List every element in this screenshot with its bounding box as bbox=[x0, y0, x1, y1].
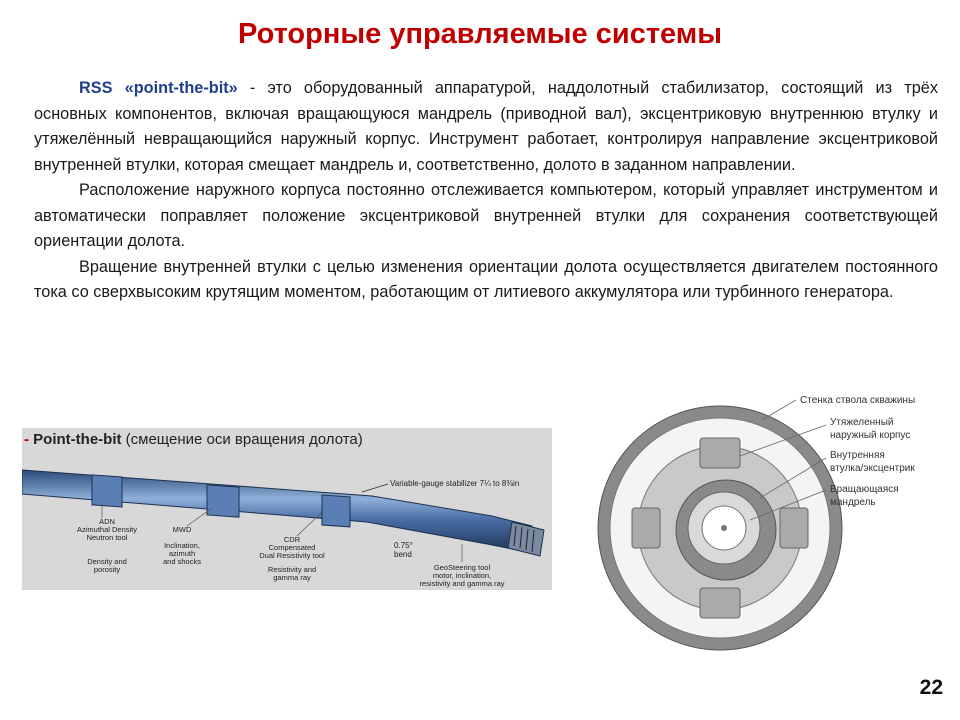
slide-title: Роторные управляемые системы bbox=[237, 18, 722, 50]
caption-dash: - bbox=[24, 431, 29, 448]
svg-text:Neutron tool: Neutron tool bbox=[86, 533, 128, 542]
svg-text:Inclination,: Inclination, bbox=[164, 541, 200, 550]
drill-bit bbox=[508, 522, 544, 556]
label-mandrel-1: Вращающаяся bbox=[830, 484, 899, 495]
caption-bold: Point-the-bit bbox=[33, 431, 122, 448]
label-mandrel-2: мандрель bbox=[830, 497, 876, 508]
svg-text:azimuth: azimuth bbox=[168, 549, 196, 558]
tool-joint-3 bbox=[322, 495, 350, 527]
label-housing-2: наружный корпус bbox=[830, 430, 911, 441]
housing-pad-right bbox=[780, 508, 808, 548]
svg-text:resistivity and gamma ray: resistivity and gamma ray bbox=[419, 579, 505, 588]
paragraph-3: Вращение внутренней втулки с целью изменения ориентации долота осуществляется двигателем постоянного тока со сверхвысоким крутящим моментом, работающим от литиевого аккумулятора или турбинного генератора. bbox=[34, 257, 938, 301]
bend-label-1: 0.75° bbox=[394, 541, 413, 550]
geosteering-label bbox=[419, 563, 504, 588]
paragraph-2: Расположение наружного корпуса постоянно отслеживается компьютером, который управляет инструментом и автоматически поправляет положение эксцентриковой внутренней втулки для сохранения соответствующей ориентации долота. bbox=[34, 181, 938, 250]
label-housing-1: Утяжеленный bbox=[830, 417, 894, 428]
housing-pad-bottom bbox=[700, 588, 740, 618]
svg-text:Resistivity and: Resistivity and bbox=[267, 565, 317, 574]
svg-text:motor, inclination,: motor, inclination, bbox=[432, 571, 492, 580]
svg-text:Dual Resistivity tool: Dual Resistivity tool bbox=[259, 551, 325, 560]
housing-pad-top bbox=[700, 438, 740, 468]
bend-label-2: bend bbox=[394, 550, 412, 559]
label-borehole-wall: Стенка ствола скважины bbox=[800, 395, 916, 406]
svg-text:and shocks: and shocks bbox=[163, 557, 201, 566]
page-number: 22 bbox=[919, 676, 943, 699]
body-text bbox=[34, 76, 938, 306]
housing-pad-left bbox=[632, 508, 660, 548]
paragraph-1-text: - это оборудованный аппаратурой, наддолотный стабилизатор, состоящий из трёх основных компонентов, включая вращающуюся мандрель (приводной вал), эксцентриковую внутреннюю втулку и утяжелённый невращающийся наружный корпус. Инструмент работает, контролируя направление эксцентриковой внутренней втулки, которая смещает мандрель и, соответственно, долото в заданном направлении. bbox=[34, 79, 938, 174]
caption-rest: (смещение оси вращения долота) bbox=[125, 431, 363, 448]
adn-label bbox=[77, 517, 137, 574]
paragraph-1 bbox=[34, 76, 938, 178]
svg-text:Compensated: Compensated bbox=[268, 543, 316, 552]
svg-text:porosity: porosity bbox=[93, 565, 121, 574]
label-sleeve-1: Внутренняя bbox=[830, 450, 885, 461]
stabilizer-label: Variable-gauge stabilizer 7¼ to 8⅜in bbox=[390, 479, 520, 488]
svg-text:Density and: Density and bbox=[87, 557, 127, 566]
svg-text:gamma ray: gamma ray bbox=[273, 573, 311, 582]
svg-text:ADN: ADN bbox=[99, 517, 115, 526]
cdr-label bbox=[259, 535, 325, 582]
mwd-label bbox=[163, 525, 201, 566]
svg-text:Azimuthal Density: Azimuthal Density bbox=[76, 525, 138, 534]
svg-text:GeoSteering tool: GeoSteering tool bbox=[433, 563, 491, 572]
rss-term: RSS «point-the-bit» bbox=[79, 79, 238, 97]
label-sleeve-2: втулка/эксцентрик bbox=[830, 463, 915, 474]
tool-figure-caption bbox=[24, 431, 363, 448]
svg-text:CDR: CDR bbox=[283, 535, 301, 544]
svg-text:MWD: MWD bbox=[172, 525, 192, 534]
tool-joint-2 bbox=[207, 485, 239, 517]
tool-joint-1 bbox=[92, 475, 122, 507]
cross-section-diagram bbox=[590, 380, 940, 680]
tool-string-diagram bbox=[22, 456, 552, 590]
